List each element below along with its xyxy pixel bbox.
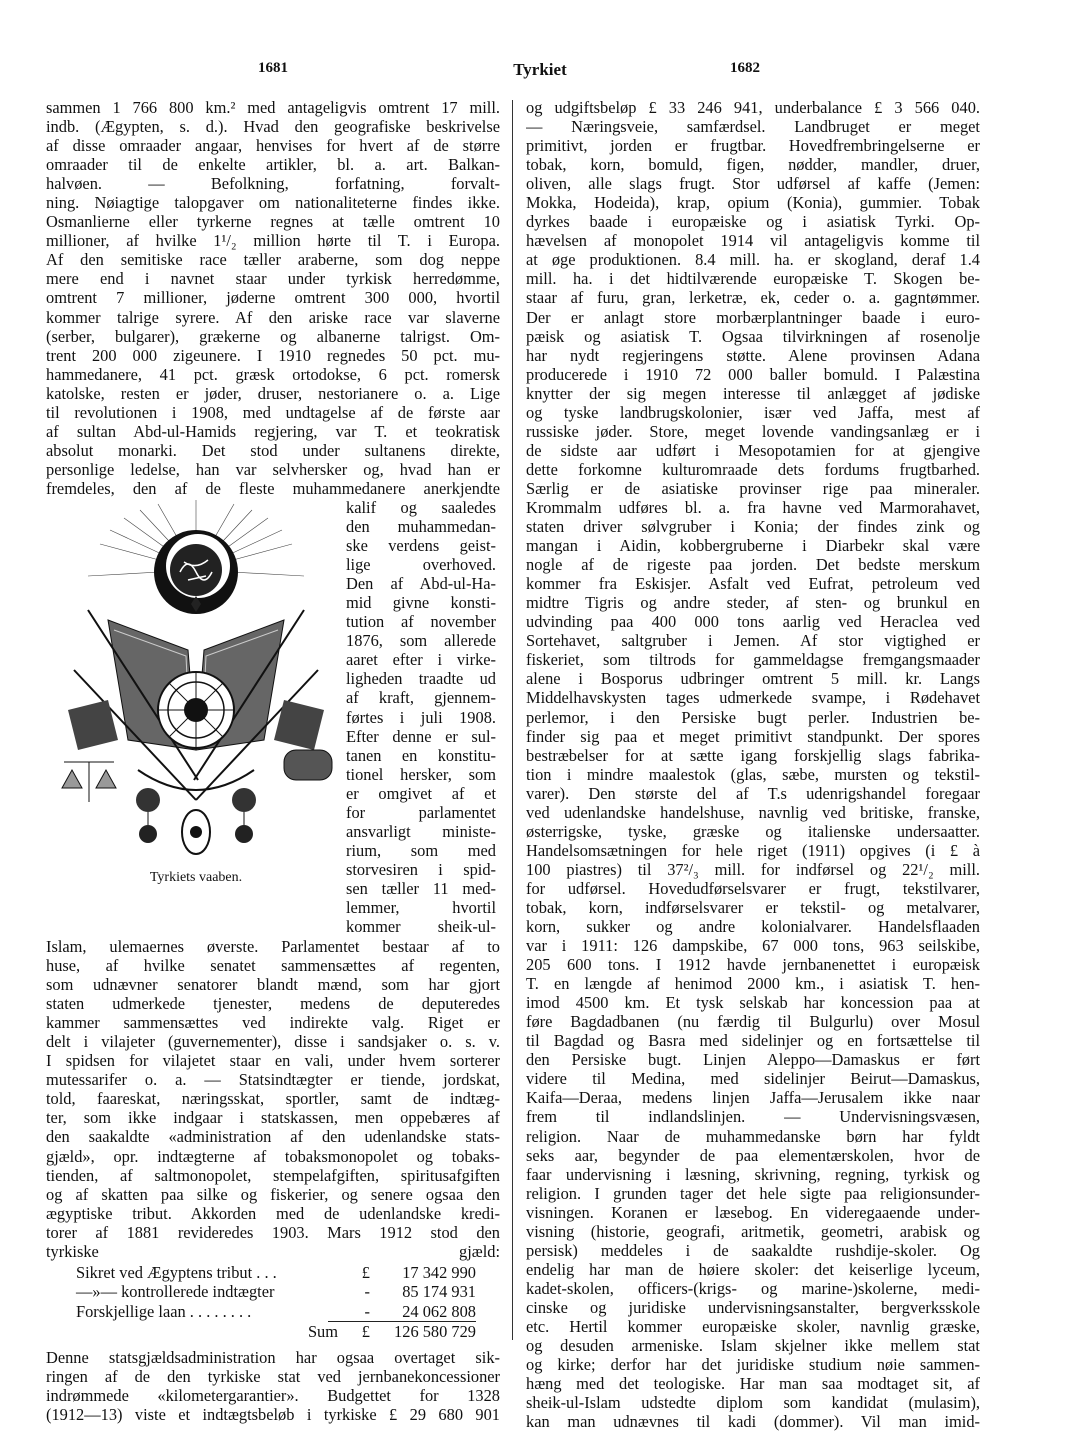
text-line: etc. Hertil kommer europæiske skoler, navnlig græske, bbox=[526, 1317, 980, 1336]
text-line: og tyske landbrugskolonier, især ved Jaffa, mest af bbox=[526, 402, 980, 422]
text-line: tyrkiske gjæld: bbox=[46, 1241, 500, 1261]
debt-amount: 17 342 990 bbox=[402, 1262, 476, 1282]
text-line: Osmanlierne eller tyrkerne regnes at tælle omtrent 10 bbox=[46, 212, 500, 232]
text-line: sheik-ul-Islam udstedte diplom som kandidat (mulasim), bbox=[526, 1393, 980, 1413]
text-line: Særlig er de asiatiske provinser rige paa mineraler. bbox=[526, 478, 980, 498]
page-number-left: 1681 bbox=[258, 60, 288, 76]
text-line: ægyptiske tribut. Akkorden med de udenlandske kredi- bbox=[46, 1203, 500, 1223]
text-line: Denne statsgjældsadministration har ogsaa overtaget sik- bbox=[46, 1347, 500, 1367]
sum-amount: 126 580 729 bbox=[394, 1322, 476, 1342]
sum-label: Sum bbox=[307, 1322, 338, 1342]
text-line: mid givne konsti- bbox=[346, 593, 496, 613]
text-line: 1876, som allerede bbox=[346, 631, 496, 651]
debt-currency: - bbox=[364, 1301, 370, 1321]
text-line: cinske og juridiske undervisningsanstalter, bergverksskole bbox=[526, 1297, 980, 1317]
text-line: Der er anlagt store morbærplantninger baade i euro- bbox=[526, 307, 980, 327]
text-line: visning (historie, geografi, aritmetik, geometri, arabisk og bbox=[526, 1221, 980, 1241]
text-line: kalif og saaledes bbox=[346, 497, 496, 517]
text-line: Sortehavet, saltgruber i Jemen. Af stor vigtighed er bbox=[526, 631, 980, 651]
ottoman-coat-of-arms-icon bbox=[48, 500, 344, 866]
left-end-text bbox=[46, 1348, 500, 1424]
text-line: og desuden armeniske. Islam skjelner ikke mellem stat bbox=[526, 1336, 980, 1356]
text-line: primitivt, jorden er frugtbar. Hovedfrembringelserne er bbox=[526, 136, 980, 156]
left-column bbox=[46, 98, 500, 1424]
text-line: pæisk og asiatisk T. Ogsaa tilvirkningen af rosenolje bbox=[526, 326, 980, 346]
text-line: for parlamentet bbox=[346, 802, 496, 822]
text-line: er omgivet af et bbox=[346, 783, 496, 803]
text-line: tionel hersker, som bbox=[346, 764, 496, 784]
text-line: — Næringsveie, samfærdsel. Landbruget er meget bbox=[526, 117, 980, 137]
text-line: mere end i navnet staar under tyrkisk herredømme, bbox=[46, 269, 500, 289]
text-line: trent 200 000 zigeunere. I 1910 regnedes 50 pct. mu- bbox=[46, 345, 500, 365]
text-line: har nydt regjeringens støtte. Alene provinsen Adana bbox=[526, 345, 980, 365]
debt-label: Forskjellige laan . . . . . . . . bbox=[76, 1301, 252, 1321]
text-line: (serber, bulgarer), grækerne og albanerne talrigst. Om- bbox=[46, 326, 500, 346]
debt-table bbox=[76, 1263, 476, 1342]
text-line: kommer fra Eskisjer. Asfalt ved Eufrat, petroleum ved bbox=[526, 574, 980, 594]
text-line: af disse omraader angaar, henvises for hvert af de større bbox=[46, 136, 500, 156]
coat-of-arms-figure bbox=[46, 498, 346, 937]
left-bottom-text bbox=[46, 937, 500, 1261]
text-line: Middelhavskysten tages udmerkede svampe, i Rødehavet bbox=[526, 688, 980, 708]
text-line: nogle af de rigeste paa jorden. Det bedste merskum bbox=[526, 555, 980, 575]
text-line: de sidste aar udført i Mesopotamien for at gjengive bbox=[526, 440, 980, 460]
text-line: 205 600 tons. I 1912 havde jernbanenettet i europæisk bbox=[526, 955, 980, 975]
text-line: kammer sammensættes ved indirekte valg. Riget er bbox=[46, 1013, 500, 1033]
text-line: den saakaldte «administration af den udenlandske stats- bbox=[46, 1127, 500, 1147]
text-line: korn, sukker og andre kolonialvarer. Handelsflaaden bbox=[526, 917, 980, 937]
text-line: russiske jøder. Store, meget lovende vandingsanlæg er i bbox=[526, 421, 980, 441]
text-line: midtre Tigris og andre steder, af sten- og brunkul en bbox=[526, 593, 980, 613]
text-line: delt i vilajeter (guvernementer), disse i sandsjaker o. s. v. bbox=[46, 1032, 500, 1052]
text-line: absolut monarki. Det stod under sultanens direkte, bbox=[46, 440, 500, 460]
text-line: katolske, resten er jøder, druser, nestorianere o. a. Lige bbox=[46, 383, 500, 403]
text-line: frem til indlandslinjen. — Undervisningsvæsen, bbox=[526, 1107, 980, 1127]
text-line: personlige ledelse, han var selvhersker og, hvad han er bbox=[46, 459, 500, 479]
text-line: ning. Nøiagtige talopgaver om nationaliteterne findes ikke. bbox=[46, 193, 500, 213]
text-line: seks aar, begynder de paa elementærskolen, hvor de bbox=[526, 1145, 980, 1165]
text-line: omtrent 7 millioner, jøderne omtrent 300 000, hvortil bbox=[46, 288, 500, 308]
text-line: (1912—13) viste et indtægtsbeløb i tyrkiske £ 29 680 901 bbox=[46, 1404, 500, 1424]
text-line: gjæld», opr. indtægterne af tobaksmonopolet og tobaks- bbox=[46, 1146, 500, 1166]
debt-currency: £ bbox=[361, 1262, 370, 1282]
page-number-right: 1682 bbox=[730, 60, 760, 76]
text-line: førtes i juli 1908. bbox=[346, 707, 496, 727]
debt-row bbox=[76, 1263, 476, 1283]
text-line: tobak, korn, bomuld, figen, nødder, mandler, druer, bbox=[526, 155, 980, 175]
text-line: som udnævner senatorer blandt mænd, som har gjort bbox=[46, 975, 500, 995]
text-line: tobak, korn, indførselsvarer er tekstil- og metalvarer, bbox=[526, 897, 980, 917]
text-line: Islam, ulemaernes øverste. Parlamentet bestaar af to bbox=[46, 936, 500, 956]
text-line: perlemor, i den Persiske bugt perler. Industrien be- bbox=[526, 707, 980, 727]
text-line: varer). Den største del af T.s udenrigshandel foregaar bbox=[526, 783, 980, 803]
text-line: mill. ha. i det hidtilværende europæiske T. Skogen be- bbox=[526, 269, 980, 289]
text-line: oliven, alle slags frugt. Stor udførsel af kaffe (Jemen: bbox=[526, 174, 980, 194]
emblem-wrap-row bbox=[46, 498, 500, 937]
text-line: finder sig paa et meget primitivt standpunkt. Der spores bbox=[526, 726, 980, 746]
debt-amount: 85 174 931 bbox=[402, 1282, 476, 1302]
text-line: ved udenlandske handelshuse, navnlig ved britiske, franske, bbox=[526, 802, 980, 822]
column-divider bbox=[512, 100, 513, 1340]
text-line: Handelsomsætningen for hele riget (1911) opgives (i £ à bbox=[526, 840, 980, 860]
right-column bbox=[526, 98, 980, 1431]
text-line: lige overhoved. bbox=[346, 555, 496, 575]
text-line: fremdeles, den af de fleste muhammedanere anerkjendte bbox=[46, 478, 500, 498]
text-line: ske verdens geist- bbox=[346, 536, 496, 556]
text-line: alene i Bosporus udbringer omtrent 5 mill. kr. Langs bbox=[526, 669, 980, 689]
text-line: indb. (Ægypten, s. d.). Hvad den geografiske beskrivelse bbox=[46, 117, 500, 137]
text-line: ringen af de den tyrkiske stat ved jernbanekoncessioner bbox=[46, 1366, 500, 1386]
text-line: torer af 1881 revideredes 1903. Mars 1912 stod den bbox=[46, 1222, 500, 1242]
text-line: knytter der sig megen interesse til anlægget af jødiske bbox=[526, 383, 980, 403]
text-line: huse, af hvilke senatet sammensættes af regenten, bbox=[46, 956, 500, 976]
text-line: rium, som med bbox=[346, 840, 496, 860]
text-line: Kaifa—Deraa, medens linjen Jaffa—Jerusalem ikke naar bbox=[526, 1088, 980, 1108]
text-line: sammen 1 766 800 km.² med antageligvis omtrent 17 mill. bbox=[46, 98, 500, 117]
text-line: hammedanere, 41 pct. græsk ortodokse, 6 pct. romersk bbox=[46, 364, 500, 384]
text-line: hæng med det teologiske. Har man saa modtaget sit, af bbox=[526, 1374, 980, 1394]
text-line: T. en længde af henimod 2000 km., i asiatisk T. hen- bbox=[526, 974, 980, 994]
text-line: aaret efter i virke- bbox=[346, 650, 496, 670]
text-line: tution af november bbox=[346, 612, 496, 632]
text-line: Krommalm udføres bl. a. fra havne ved Marmorahavet, bbox=[526, 497, 980, 517]
text-line: ter, som ikke indgaar i statskassen, men oppebæres af bbox=[46, 1108, 500, 1128]
debt-sum-row bbox=[76, 1322, 476, 1342]
text-line: religion. Naar de muhammedanske børn har fyldt bbox=[526, 1126, 980, 1146]
sum-currency: £ bbox=[361, 1322, 370, 1342]
text-line: den muhammedan- bbox=[346, 517, 496, 537]
text-line: at øge produktionen. 8.4 mill. ha. er skogland, deraf 1.4 bbox=[526, 250, 980, 270]
text-line: sen tæller 11 med- bbox=[346, 878, 496, 898]
text-line: ligheden traadte ud bbox=[346, 669, 496, 689]
text-line: visningen. Koranen er læsebog. En videregaaende under- bbox=[526, 1202, 980, 1222]
text-line: kommer sheik-ul- bbox=[346, 917, 496, 937]
text-line: tienden, af saltmonopolet, stempelafgiften, spiritusafgiften bbox=[46, 1165, 500, 1185]
text-line: endelig har man de høiere skoler: det keiserlige lyceum, bbox=[526, 1259, 980, 1279]
text-line: bestræbelser for at sætte igang forskjellig slags fabrika- bbox=[526, 745, 980, 765]
debt-amount: 24 062 808 bbox=[402, 1301, 476, 1321]
text-line: Den af Abd-ul-Ha- bbox=[346, 574, 496, 594]
text-line: og af skatten paa silke og fiskerier, og senere ogsaa den bbox=[46, 1184, 500, 1204]
text-line: Af den semitiske race tæller araberne, som dog neppe bbox=[46, 250, 500, 270]
text-line: kan man udnævnes til kadi (dommer). Vil man imid- bbox=[526, 1412, 980, 1431]
text-line: af kraft, gjennem- bbox=[346, 688, 496, 708]
text-line: mutessarifer o. a. — Statsindtægter er tiende, jordskat, bbox=[46, 1070, 500, 1090]
debt-label: —»— kontrollerede indtægter bbox=[76, 1282, 275, 1302]
text-line: og udgiftsbeløp £ 33 246 941, underbalance £ 3 566 040. bbox=[526, 98, 980, 117]
text-line: storvesiren i spid- bbox=[346, 859, 496, 879]
text-line: udvinding paa 400 000 tons aarlig ved Heraclea ved bbox=[526, 612, 980, 632]
text-line: til revolutionen i 1908, med undtagelse af de første aar bbox=[46, 402, 500, 422]
text-line: millioner, af hvilke 1¹/₂ million hørte til T. i Europa. bbox=[46, 231, 500, 251]
left-top-text bbox=[46, 98, 500, 498]
text-line: hævelsen af monopolet 1914 vil antageligvis komme til bbox=[526, 231, 980, 251]
text-line: religion. I grunden tager det hele sigte paa religionsunder- bbox=[526, 1183, 980, 1203]
text-line: var i 1911: 126 dampskibe, 67 000 tons, 963 seilskibe, bbox=[526, 936, 980, 956]
text-line: kommer talrige syrere. Af den ariske race var slaverne bbox=[46, 307, 500, 327]
text-line: for udførsel. Hovedudførselsvarer er frugt, tekstilvarer, bbox=[526, 878, 980, 898]
debt-row bbox=[76, 1302, 476, 1322]
text-line: tion i mindre maalestok (glas, sæbe, mursten og tekstil- bbox=[526, 764, 980, 784]
text-line: imod 4500 km. Et tysk selskab har koncession paa at bbox=[526, 993, 980, 1013]
text-line: tanen en konstitu- bbox=[346, 745, 496, 765]
debt-label: Sikret ved Ægyptens tribut . . . bbox=[76, 1262, 277, 1282]
text-line: Mokka, Hodeida), krap, opium (Konia), gummier. Tobak bbox=[526, 193, 980, 213]
text-line: staar af furu, gran, lerketræ, ek, ceder o. a. gagntømmer. bbox=[526, 288, 980, 308]
emblem-caption: Tyrkiets vaaben. bbox=[149, 869, 243, 885]
text-line: og kirke; derfor har det juridiske studium nøie sammen- bbox=[526, 1355, 980, 1375]
text-line: halvøen. — Befolkning, forfatning, forvalt- bbox=[46, 174, 500, 194]
text-line: Efter denne er sul- bbox=[346, 726, 496, 746]
text-line: af sultan Abd-ul-Hamids regjering, var T. et teokratisk bbox=[46, 421, 500, 441]
text-line: til Bagdad og Basra med sidelinjer og en fortsættelse til bbox=[526, 1031, 980, 1051]
narrow-text-column bbox=[346, 498, 496, 937]
running-title: Tyrkiet bbox=[513, 60, 567, 79]
text-line: faar undervisning i læsning, skrivning, regning, tyrkisk og bbox=[526, 1164, 980, 1184]
text-line: 100 piastres) til 37²/₃ mill. for indførsel og 22¹/₂ mill. bbox=[526, 859, 980, 879]
text-line: producerede i 1910 72 000 baller bomuld. I Palæstina bbox=[526, 364, 980, 384]
text-line: den Persiske bugt. Linjen Aleppo—Damaskus er ført bbox=[526, 1050, 980, 1070]
text-line: kadet-skolen, officers-(krigs- og marine-)skolerne, medi- bbox=[526, 1278, 980, 1298]
text-line: lemmer, hvortil bbox=[346, 897, 496, 917]
text-line: staten driver sølvgruber i Konia; der findes zink og bbox=[526, 517, 980, 537]
debt-currency: - bbox=[364, 1282, 370, 1302]
text-line: ansvarligt ministe- bbox=[346, 821, 496, 841]
text-line: dette forkomne kulturomraade dets fordums frugtbarhed. bbox=[526, 459, 980, 479]
text-line: østerrigske, tyske, græske og italienske undersaatter. bbox=[526, 821, 980, 841]
text-line: told, faareskat, næringsskat, sportler, samt de indtæg- bbox=[46, 1089, 500, 1109]
text-line: mangan i Aidin, kobbergruberne i Diarbekr skal være bbox=[526, 536, 980, 556]
text-line: staten udmerkede tjenester, medens de deputeredes bbox=[46, 994, 500, 1014]
text-line: omraader til de enkelte artikler, bl. a. art. Balkan- bbox=[46, 155, 500, 175]
text-line: persisk) meddeles i de saakaldte rushdije-skoler. Og bbox=[526, 1240, 980, 1260]
debt-row bbox=[76, 1282, 476, 1302]
text-line: videre til Medina, med sidelinjer Beirut—Damaskus, bbox=[526, 1069, 980, 1089]
text-line: føre Bagdadbanen (nu færdig til Bulgurlu) over Mosul bbox=[526, 1012, 980, 1032]
text-line: dyrkes baade i europæiske og i asiatisk Tyrki. Op- bbox=[526, 212, 980, 232]
text-line: fiskeriet, som tiltrods for gammeldagse fremgangsmaader bbox=[526, 650, 980, 670]
text-line: I spidsen for vilajetet staar en vali, under hvem sorterer bbox=[46, 1051, 500, 1071]
text-line: indrømmede «kilometergarantier». Budgettet for 1328 bbox=[46, 1385, 500, 1405]
